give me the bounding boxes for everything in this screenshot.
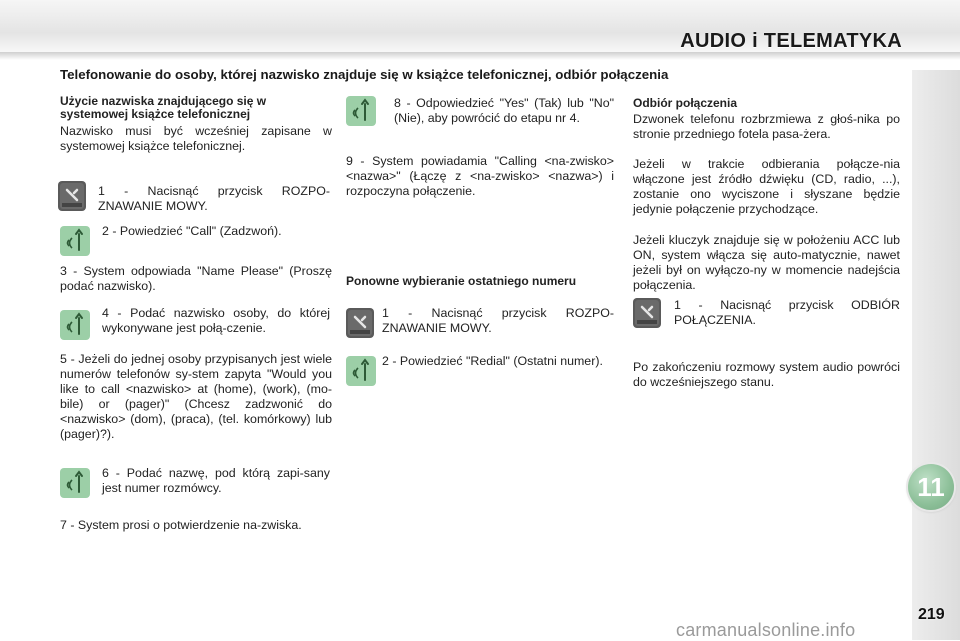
header-divider — [0, 52, 960, 60]
phone-button-icon — [346, 308, 374, 338]
voice-command-icon — [60, 468, 90, 498]
phone-button-icon — [58, 181, 86, 211]
watermark: carmanualsonline.info — [676, 620, 856, 640]
phone-button-icon — [633, 298, 661, 328]
col2-redial-step1: 1 - Nacisnąć przycisk ROZPO-ZNAWANIE MOWY. — [382, 306, 614, 335]
col3-outro: Po zakończeniu rozmowy system audio powróci do wcześniejszego stanu. — [633, 360, 900, 389]
header-title: AUDIO i TELEMATYKA — [680, 30, 902, 52]
voice-command-icon — [346, 356, 376, 386]
col2-step8: 8 - Odpowiedzieć "Yes" (Tak) lub "No" (Nie), aby powrócić do etapu nr 4. — [394, 96, 614, 125]
col1-step2: 2 - Powiedzieć "Call" (Zadzwoń). — [102, 224, 282, 238]
col1-step5: 5 - Jeżeli do jednej osoby przypisanych jest wiele numerów telefonów sy-stem zapyta "Would you like to call <nazwisko> at (home), (work), (mo-bile) or (pager)" (Chcesz zadzwonić do <nazwisko> (dom), (praca), (tel. komórkowy) lub (pager)?). — [60, 352, 332, 441]
page-number: 219 — [918, 606, 945, 623]
col1-subtitle: Użycie nazwiska znajdującego się w systemowej książce telefonicznej — [60, 94, 267, 121]
col1-step6: 6 - Podać nazwę, pod którą zapi-sany jest numer rozmówcy. — [102, 466, 330, 495]
col3-title: Odbiór połączenia — [633, 96, 738, 110]
chapter-badge: 11 — [908, 464, 954, 510]
section-title: Telefonowanie do osoby, której nazwisko znajduje się w książce telefonicznej, odbiór połączenia — [60, 67, 669, 82]
col1-step3: 3 - System odpowiada "Name Please" (Proszę podać nazwisko). — [60, 264, 332, 293]
voice-command-icon — [346, 96, 376, 126]
right-sidebar — [912, 70, 960, 640]
col3-p3: Jeżeli kluczyk znajduje się w położeniu ACC lub ON, system włącza się auto-matycznie, nawet jeżeli był on wyłączo-ny w momencie nadejścia połączenia. — [633, 233, 900, 292]
col2-step9: 9 - System powiadamia "Calling <na-zwisko> <nazwa>" (Łączę z <na-zwisko> <nazwa>) i rozpoczyna połączenie. — [346, 154, 614, 198]
col3-p1: Dzwonek telefonu rozbrzmiewa z głoś-nika po stronie przedniego fotela pasa-żera. — [633, 112, 900, 141]
col2-redial-title: Ponowne wybieranie ostatniego numeru — [346, 274, 577, 288]
col2-redial-step2: 2 - Powiedzieć "Redial" (Ostatni numer). — [382, 354, 603, 368]
voice-command-icon — [60, 310, 90, 340]
col1-intro: Nazwisko musi być wcześniej zapisane w systemowej książce telefonicznej. — [60, 124, 332, 153]
col1-step1: 1 - Nacisnąć przycisk ROZPO-ZNAWANIE MOWY. — [98, 184, 330, 213]
col3-p2: Jeżeli w trakcie odbierania połącze-nia włączone jest źródło dźwięku (CD, radio, ...), zostanie ono wyciszone i słyszane będzie jedynie połączenie przychodzące. — [633, 157, 900, 216]
col3-step1: 1 - Nacisnąć przycisk ODBIÓR POŁĄCZENIA. — [674, 298, 900, 327]
col1-step7: 7 - System prosi o potwierdzenie na-zwiska. — [60, 518, 302, 532]
col1-step4: 4 - Podać nazwisko osoby, do której wykonywane jest połą-czenie. — [102, 306, 330, 335]
voice-command-icon — [60, 226, 90, 256]
